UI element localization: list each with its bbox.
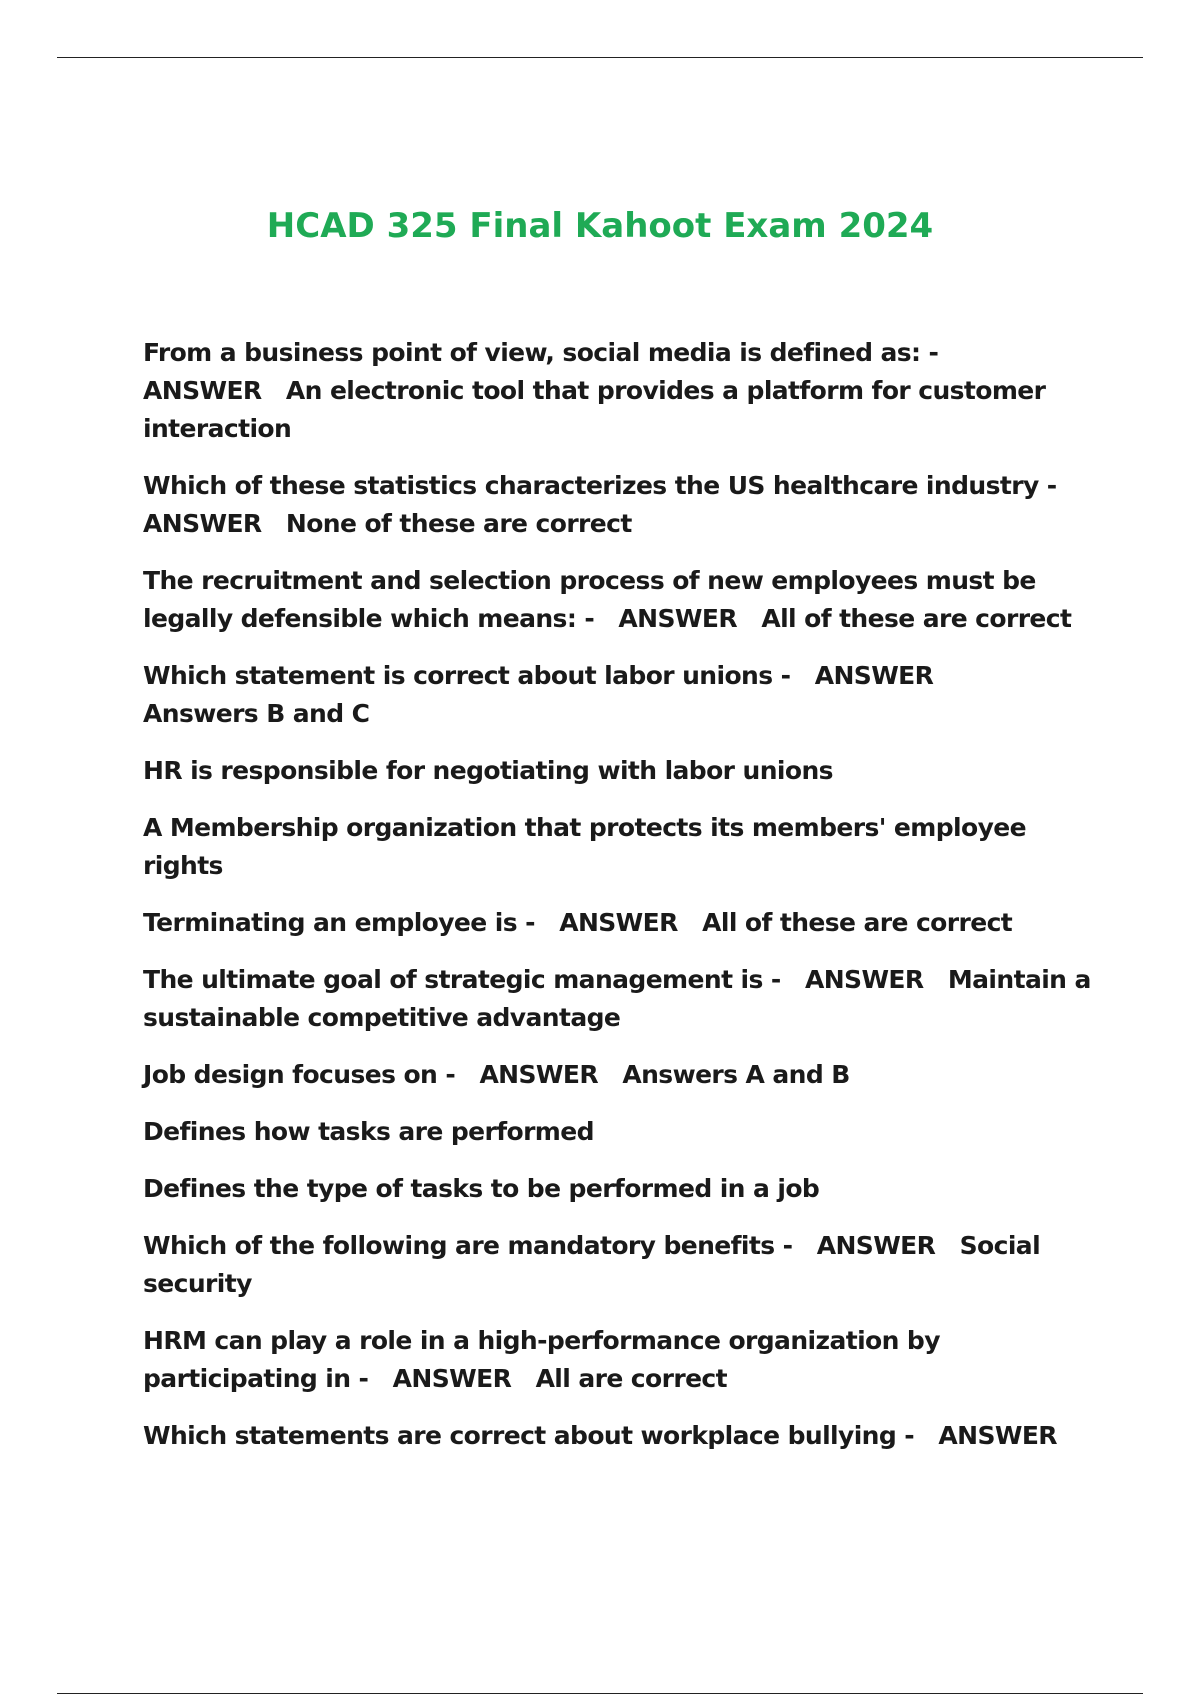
option-line: Defines how tasks are performed [143,1117,594,1146]
option-line: HR is responsible for negotiating with labor unions [143,756,833,785]
answer-text: All are correct [535,1364,727,1393]
qa-item [143,1056,1103,1094]
answer-text: Answers A and B [622,1060,850,1089]
qa-item [143,562,1103,638]
question-text: From a business point of view, social media is defined as: - [143,338,939,367]
answer-label: ANSWER [143,509,262,538]
qa-item [143,961,1103,1037]
option-line: Defines the type of tasks to be performed in a job [143,1174,820,1203]
option-line: A Membership organization that protects its members' employee rights [143,813,1026,880]
question-text: Job design focuses on - [143,1060,456,1089]
question-text: Which of these statistics characterizes the US healthcare industry - [143,471,1057,500]
qa-item [143,1417,1103,1455]
answer-text: All of these are correct [761,604,1072,633]
question-text: The recruitment and selection process of new employees must be legally defensible which means: - [143,566,1036,633]
question-text: Which statements are correct about workplace bullying - [143,1421,915,1450]
answer-text: Maintain a sustainable competitive advantage [143,965,1091,1032]
qa-item [143,334,1103,448]
qa-item [143,657,1103,733]
answer-label: ANSWER [804,965,924,994]
answer-text: Social security [143,1231,1041,1298]
answer-label: ANSWER [814,661,934,690]
answer-label: ANSWER [938,1421,1057,1450]
question-text: The ultimate goal of strategic management is - [143,965,781,994]
qa-list [143,334,1103,1474]
qa-item [143,1322,1103,1398]
question-text: HRM can play a role in a high-performance organization by participating in - [143,1326,940,1393]
answer-label: ANSWER [618,604,738,633]
bottom-rule [57,1693,1143,1694]
question-text: Which statement is correct about labor unions - [143,661,791,690]
document-title: HCAD 325 Final Kahoot Exam 2024 [266,206,934,246]
answer-label: ANSWER [143,376,262,405]
qa-item [143,467,1103,543]
answer-label: ANSWER [816,1231,936,1260]
qa-item [143,1227,1103,1303]
question-text: Which of the following are mandatory benefits - [143,1231,793,1260]
answer-text: All of these are correct [702,908,1013,937]
answer-text: None of these are correct [285,509,632,538]
answer-label: ANSWER [392,1364,512,1393]
qa-item [143,904,1103,942]
answer-text: Answers B and C [143,699,370,728]
answer-label: ANSWER [559,908,678,937]
question-text: Terminating an employee is - [143,908,535,937]
answer-label: ANSWER [479,1060,599,1089]
top-rule [57,57,1143,58]
answer-text: An electronic tool that provides a platform for customer interaction [143,376,1046,443]
